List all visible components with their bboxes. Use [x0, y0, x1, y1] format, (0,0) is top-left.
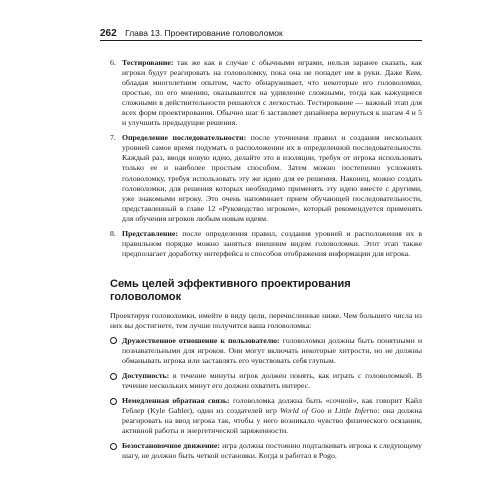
bullet-circle-icon — [110, 398, 117, 405]
bullet-term: Немедленная обратная связь: — [122, 396, 230, 406]
item-number: 8. — [110, 228, 116, 238]
numbered-item-sequencing — [110, 133, 422, 223]
numbered-item-testing — [110, 58, 422, 128]
bullet-term: Безостановочное движение: — [122, 441, 220, 451]
conjunction: и — [327, 406, 332, 416]
item-term: Представление: — [122, 228, 178, 238]
bullet-feedback — [110, 396, 422, 436]
running-header — [100, 26, 422, 41]
page-number: 262 — [100, 28, 117, 39]
numbered-item-presentation — [110, 229, 422, 259]
chapter-title: Глава 13. Проектирование головоломок — [125, 28, 283, 38]
section-intro: Проектируя головоломки, имейте в виду цели, перечисленные ниже. Чем большего числа из них вы достигнете, тем лучше получится ваша головоломка: — [110, 310, 422, 330]
bullet-text: : она должна реагировать на ввод игрока так, чтобы у него возникало чувство физического осязания, активной работы и энергетической заряженности. — [122, 406, 423, 436]
bullet-user-friendly — [110, 336, 422, 366]
page-content — [110, 58, 422, 467]
bullet-term: Доступность: — [122, 371, 170, 381]
item-number: 6. — [110, 58, 116, 67]
item-text: после определения правил, создания уровней и расположения их в правильном порядке можно заняться внешним видом головоломки. Этот этап также предполагает доработку интерфейса и способов отображения информации для игрока. — [122, 228, 423, 258]
bullet-text: игра должна постоянно подталкивать игрока к следующему шагу, не должно быть четкой остановки. Когда я работал в Pogo. — [122, 441, 422, 461]
game-title: Little Inferno — [334, 406, 378, 416]
item-term: Определение последовательности: — [122, 133, 247, 143]
bullet-text: головоломки должны быть понятными и познавательными для игроков. Они могут включать некоторые хитрости, но не должны обманывать игрока или заставлять его чувствовать себя глупым. — [122, 335, 422, 366]
bullet-text: головоломка должна быть «сочной», как говорит Кайл Геблер (Kyle Gabler), один из создателей игр — [122, 396, 422, 416]
item-number: 7. — [110, 133, 116, 143]
bullet-accessibility — [110, 371, 422, 391]
bullet-text: в течение минуты игрок должен понять, как играть с головоломкой. В течение нескольких минут его должен охватить интерес. — [122, 371, 422, 391]
item-text: после уточнения правил и создания нескольких уровней самое время подумать о расположении их в определенной последовательности. Каждый раз, вводя новую идею, делайте это в изоляции, требуя от игрока использовать только ее и наиболее простым способом. Затем можно постепенно усложнять головоломку, требуя использовать эту же идею для ее решения. Наконец, можно создать головоломки, для решения которых необходимо применять эту идею вместе с другими, уже знакомыми игроку. Это очень напоминает прием обучающей последовательности, представленный в главе 12 «Руководство игроком», который рекомендуется применять для обучения игроков любым новым идеям. — [122, 133, 422, 223]
bullet-circle-icon — [110, 443, 117, 450]
bullet-term: Дружественное отношение к пользователю: — [122, 335, 280, 345]
game-title: World of Goo — [280, 406, 325, 416]
item-term: Тестирование: — [122, 58, 174, 67]
bullet-circle-icon — [110, 337, 117, 344]
item-text: так же как в случае с обычными играми, нельзя заранее сказать, как игроки будут реагировать на головоломку, пока она не попадет им в руки. Даже Ким, обладая многолетним опытом, часто обнаруживает, что некоторые его головоломки, простые, по его мнению, оказываются на удивление сложными, тогда как кажущиеся сложными в действительности решаются с легкостью. Тестирование — важный этап для всех форм проектирования. Обычно шаг 6 заставляет дизайнера вернуться к шагам 4 и 5 и улучшить предыдущие решения. — [122, 58, 423, 128]
bullet-circle-icon — [110, 373, 117, 380]
section-heading: Семь целей эффективного проектирования головоломок — [110, 277, 351, 303]
bullet-continuous-motion — [110, 441, 422, 461]
